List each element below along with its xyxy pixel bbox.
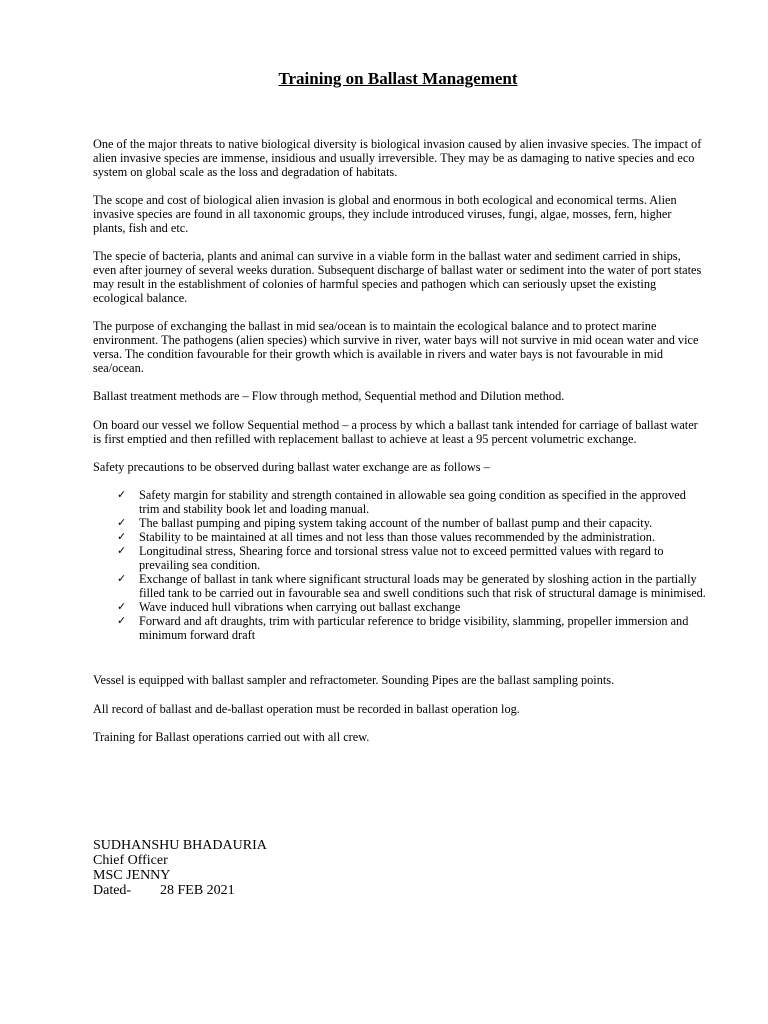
checkmark-icon: ✓ xyxy=(117,573,127,585)
checklist-item-text: Safety margin for stability and strength contained in allowable sea going condition as specified in the approved trim and stability book let and loading manual. xyxy=(139,488,686,516)
signature-block xyxy=(93,838,267,898)
checkmark-icon: ✓ xyxy=(117,615,127,627)
checkmark-icon: ✓ xyxy=(117,517,127,529)
dated-label: Dated- xyxy=(93,883,132,898)
checklist-item-text: Exchange of ballast in tank where significant structural loads may be generated by sloshing action in the partially filled tank to be carried out in favourable sea and swell conditions such that risk of structural damage is minimised. xyxy=(139,572,706,600)
document-title: Training on Ballast Management xyxy=(278,69,518,88)
checklist-item xyxy=(117,614,707,642)
checklist-item-text: Forward and aft draughts, trim with particular reference to bridge visibility, slamming, propeller immersion and minimum forward draft xyxy=(139,614,689,642)
checkmark-icon: ✓ xyxy=(117,545,127,557)
checkmark-icon: ✓ xyxy=(117,601,127,613)
checkmark-icon: ✓ xyxy=(117,531,127,543)
checklist-item-text: Wave induced hull vibrations when carrying out ballast exchange xyxy=(139,600,461,614)
paragraph-sampling-equipment: Vessel is equipped with ballast sampler and refractometer. Sounding Pipes are the ballast sampling points. xyxy=(93,673,615,687)
paragraph-exchange-purpose: The purpose of exchanging the ballast in mid sea/ocean is to maintain the ecological balance and to protect marine environment. The pathogens (alien species) which survive in river, water bays will not survive in mid ocean water and vice versa. The condition favourable for their growth which is available in rivers and water bays is not favourable in mid sea/ocean. xyxy=(93,319,699,375)
vessel-name: MSC JENNY xyxy=(93,868,171,883)
checklist-item-text: Stability to be maintained at all times and not less than those values recommended by the administration. xyxy=(139,530,656,544)
checklist-item-text: The ballast pumping and piping system taking account of the number of ballast pump and their capacity. xyxy=(139,516,653,530)
paragraph-invasive-species: One of the major threats to native biological diversity is biological invasion caused by alien invasive species. The impact of alien invasive species are immense, insidious and usually irreversible. They may be as damaging to native species and eco system on global scale as the loss and degradation of habitats. xyxy=(93,137,702,179)
paragraph-sequential-method: On board our vessel we follow Sequential method – a process by which a ballast tank intended for carriage of ballast water is first emptied and then refilled with replacement ballast to achieve at least a 95 percent volumetric exchange. xyxy=(93,418,698,446)
dated-line xyxy=(93,883,267,898)
paragraph-safety-intro: Safety precautions to be observed during ballast water exchange are as follows – xyxy=(93,460,490,474)
checklist-item xyxy=(117,544,707,572)
paragraph-treatment-methods: Ballast treatment methods are – Flow through method, Sequential method and Dilution method. xyxy=(93,389,565,403)
checklist-item-text: Longitudinal stress, Shearing force and torsional stress value not to exceed permitted values with regard to prevailing sea condition. xyxy=(139,544,664,572)
checklist-item xyxy=(117,530,707,544)
signatory-rank: Chief Officer xyxy=(93,853,168,868)
safety-checklist xyxy=(117,488,707,642)
paragraph-scope-and-cost: The scope and cost of biological alien invasion is global and enormous in both ecological and economical terms. Alien invasive species are found in all taxonomic groups, they include introduced viruses, fungi, algae, mosses, fern, higher plants, fish and etc. xyxy=(93,193,677,235)
checklist-item xyxy=(117,516,707,530)
paragraph-ballast-survival: The specie of bacteria, plants and animal can survive in a viable form in the ballast water and sediment carried in ships, even after journey of several weeks duration. Subsequent discharge of ballast water or sediment into the water of port states may result in the establishment of colonies of harmful species and pathogen which can seriously upset the existing ecological balance. xyxy=(93,249,702,305)
checkmark-icon: ✓ xyxy=(117,489,127,501)
signatory-name: SUDHANSHU BHADAURIA xyxy=(93,838,267,853)
checklist-item xyxy=(117,600,707,614)
paragraph-operation-log: All record of ballast and de-ballast operation must be recorded in ballast operation log. xyxy=(93,702,520,716)
checklist-item xyxy=(117,488,707,516)
checklist-item xyxy=(117,572,707,600)
paragraph-crew-training: Training for Ballast operations carried out with all crew. xyxy=(93,730,370,744)
signature-date: 28 FEB 2021 xyxy=(160,883,235,898)
